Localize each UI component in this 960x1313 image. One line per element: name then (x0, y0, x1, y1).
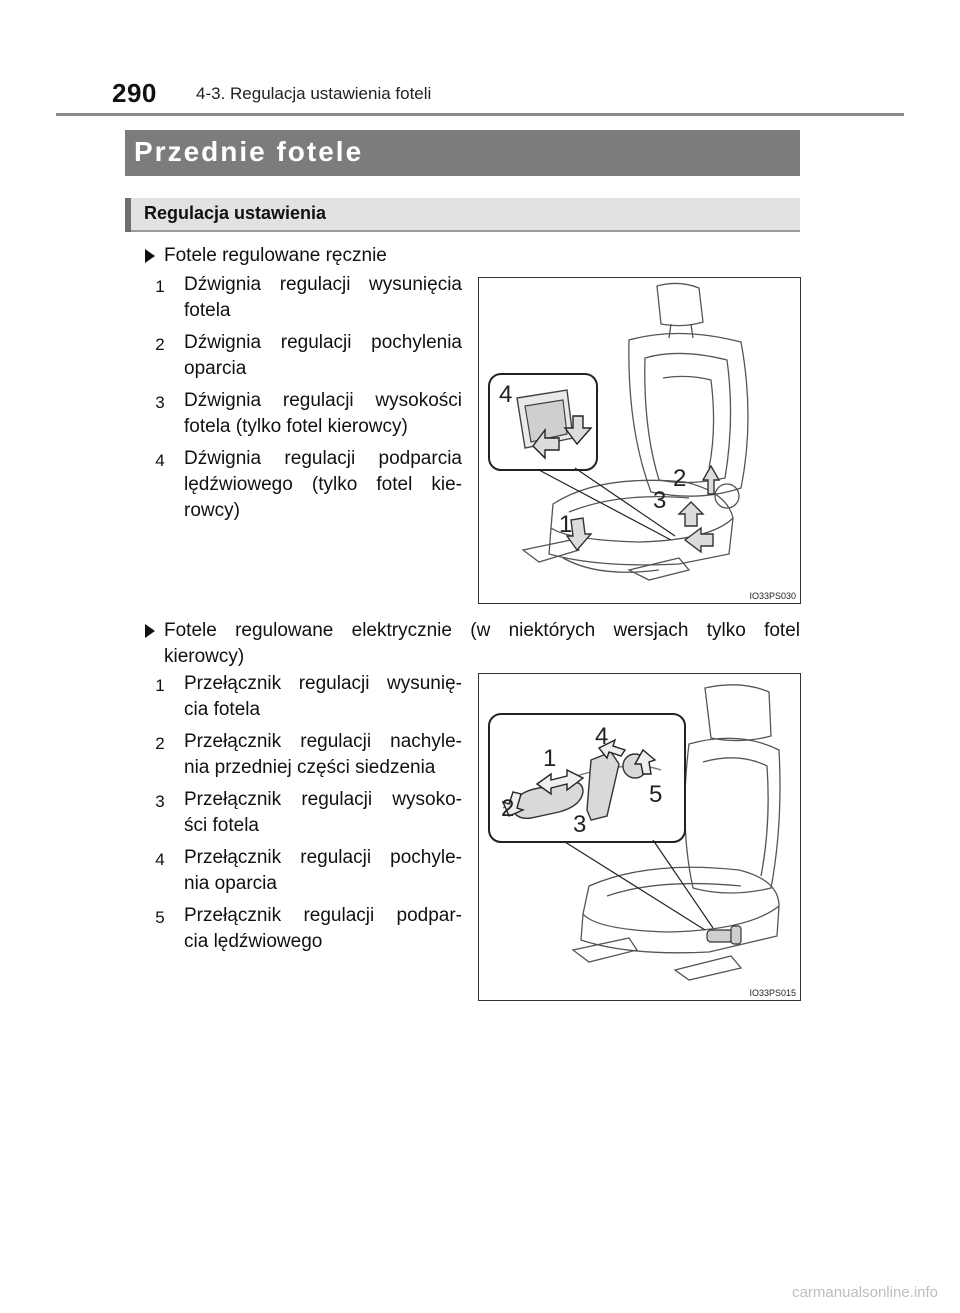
manual-seat-illustration (479, 278, 800, 603)
power-item-4-line2: nia oparcia (184, 873, 277, 894)
number-3-icon (153, 393, 167, 411)
callout-2-label: 2 (501, 795, 515, 822)
manual-item-1-line1: Dźwignia regulacji wysunięcia (184, 274, 462, 295)
header-rule (56, 113, 904, 116)
number-5-icon (153, 908, 167, 926)
manual-heading: Fotele regulowane ręcznie (164, 245, 387, 266)
figure-code: IO33PS030 (749, 591, 796, 601)
number-label: 1 (155, 277, 165, 295)
number-label: 2 (155, 734, 165, 752)
subsection-title: Regulacja ustawienia (144, 203, 327, 223)
callout-3-label: 3 (573, 811, 587, 838)
callout-4-label: 4 (499, 381, 513, 408)
manual-item-4-line2: lędźwiowego (tylko fotel kie- (184, 474, 462, 495)
number-label: 1 (155, 676, 165, 694)
manual-item-2-line1: Dźwignia regulacji pochylenia (184, 332, 462, 353)
callout-4-label: 4 (595, 723, 609, 750)
power-item-2-line1: Przełącznik regulacji nachyle- (184, 731, 462, 752)
callout-1-label: 1 (543, 745, 557, 772)
callout-3-label: 3 (653, 487, 667, 514)
number-1-icon (153, 277, 167, 295)
power-item-5-line1: Przełącznik regulacji podpar- (184, 905, 462, 926)
power-item-5-line2: cia lędźwiowego (184, 931, 323, 952)
number-2-icon (153, 335, 167, 353)
number-label: 2 (155, 335, 165, 353)
number-label: 5 (155, 908, 165, 926)
manual-item-4-line3: rowcy) (184, 500, 240, 521)
subsection-accent (125, 198, 131, 232)
running-title: 4-3. Regulacja ustawienia foteli (196, 84, 432, 103)
power-item-2-line2: nia przedniej części siedzenia (184, 757, 436, 778)
manual-item-4-line1: Dźwignia regulacji podparcia (184, 448, 462, 469)
manual-item-1-line2: fotela (184, 300, 231, 321)
manual-item-2-line2: oparcia (184, 358, 247, 379)
manual-seat-figure (478, 277, 801, 604)
number-4-icon (153, 451, 167, 469)
power-item-1-line1: Przełącznik regulacji wysunię- (184, 673, 462, 694)
power-seat-illustration (479, 674, 800, 1000)
power-heading-line1: Fotele regulowane elektrycznie (w niektórych wersjach tylko fotel (164, 620, 800, 641)
callout-1-label: 1 (559, 511, 573, 538)
power-item-3-line1: Przełącznik regulacji wysoko- (184, 789, 462, 810)
number-label: 4 (155, 850, 165, 868)
number-label: 3 (155, 792, 165, 810)
power-item-1-line2: cia fotela (184, 699, 261, 720)
number-label: 4 (155, 451, 165, 469)
number-3-icon (153, 792, 167, 810)
manual-item-3-line1: Dźwignia regulacji wysokości (184, 390, 462, 411)
power-item-4-line1: Przełącznik regulacji pochyle- (184, 847, 462, 868)
callout-2-label: 2 (673, 465, 687, 492)
section-title: Przednie fotele (134, 136, 364, 167)
power-heading-line2: kierowcy) (164, 646, 245, 667)
number-4-icon (153, 850, 167, 868)
manual-item-3-line2: fotela (tylko fotel kierowcy) (184, 416, 408, 437)
page-number: 290 (112, 78, 157, 108)
number-label: 3 (155, 393, 165, 411)
power-seat-figure (478, 673, 801, 1001)
power-item-3-line2: ści fotela (184, 815, 259, 836)
callout-5-label: 5 (649, 781, 663, 808)
number-1-icon (153, 676, 167, 694)
bullet-triangle-icon (145, 249, 155, 263)
figure-code: IO33PS015 (749, 988, 796, 998)
bullet-triangle-icon (145, 624, 155, 638)
number-2-icon (153, 734, 167, 752)
footer-watermark: carmanualsonline.info (792, 1284, 938, 1301)
